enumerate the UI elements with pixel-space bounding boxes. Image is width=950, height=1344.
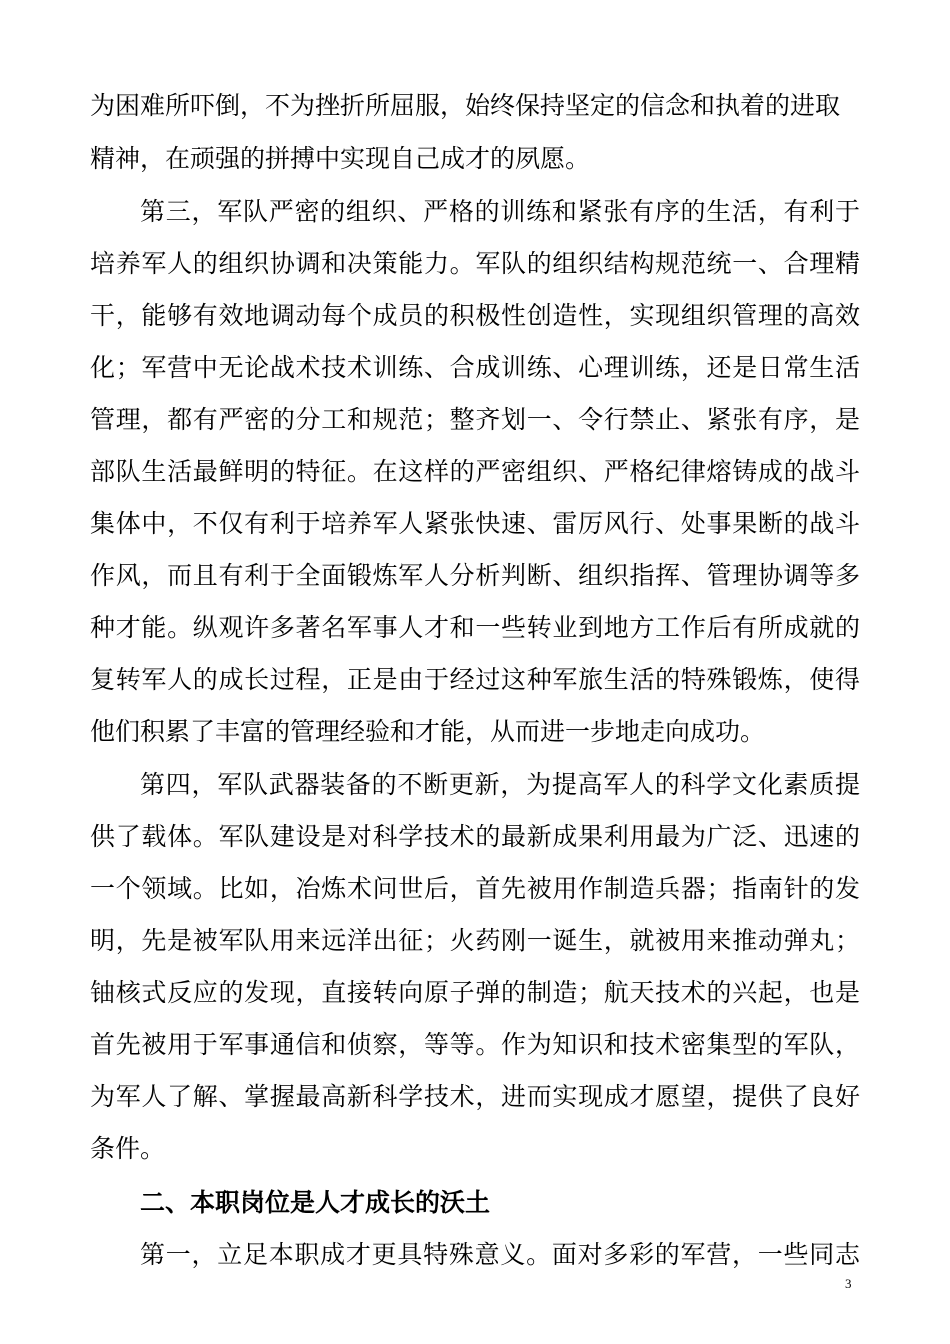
text-line: 明，先是被军队用来远洋出征；火药刚一诞生，就被用来推动弹丸； bbox=[90, 927, 860, 955]
text-line: 种才能。纵观许多著名军事人才和一些转业到地方工作后有所成就的 bbox=[90, 614, 860, 642]
text-line: 干，能够有效地调动每个成员的积极性创造性，实现组织管理的高效 bbox=[90, 302, 860, 330]
text-line: 供了载体。军队建设是对科学技术的最新成果利用最为广泛、迅速的 bbox=[90, 823, 860, 851]
text-line: 培养军人的组织协调和决策能力。军队的组织结构规范统一、合理精 bbox=[90, 250, 860, 278]
text-line: 为困难所吓倒，不为挫折所屈服，始终保持坚定的信念和执着的进取 bbox=[90, 92, 841, 120]
text-line: 条件。 bbox=[90, 1135, 166, 1163]
text-line: 铀核式反应的发现，直接转向原子弹的制造；航天技术的兴起，也是 bbox=[90, 979, 860, 1007]
text-line: 管理，都有严密的分工和规范；整齐划一、令行禁止、紧张有序，是 bbox=[90, 406, 860, 434]
section-heading: 二、本职岗位是人才成长的沃土 bbox=[140, 1189, 491, 1217]
paragraph-start-line: 第三，军队严密的组织、严格的训练和紧张有序的生活，有利于 bbox=[140, 198, 860, 226]
text-line: 化；军营中无论战术技术训练、合成训练、心理训练，还是日常生活 bbox=[90, 354, 860, 382]
text-line: 作风，而且有利于全面锻炼军人分析判断、组织指挥、管理协调等多 bbox=[90, 562, 860, 590]
page-number: 3 bbox=[845, 1276, 852, 1291]
text-line: 为军人了解、掌握最高新科学技术，进而实现成才愿望，提供了良好 bbox=[90, 1083, 860, 1111]
paragraph-start-line: 第一，立足本职成才更具特殊意义。面对多彩的军营，一些同志 bbox=[140, 1241, 860, 1269]
text-line: 集体中，不仅有利于培养军人紧张快速、雷厉风行、处事果断的战斗 bbox=[90, 510, 860, 538]
text-line: 精神，在顽强的拼搏中实现自己成才的夙愿。 bbox=[90, 145, 591, 173]
paragraph-start-line: 第四，军队武器装备的不断更新，为提高军人的科学文化素质提 bbox=[140, 771, 860, 799]
text-line: 复转军人的成长过程，正是由于经过这种军旅生活的特殊锻炼，使得 bbox=[90, 666, 860, 694]
text-line: 部队生活最鲜明的特征。在这样的严密组织、严格纪律熔铸成的战斗 bbox=[90, 458, 860, 486]
text-line: 首先被用于军事通信和侦察，等等。作为知识和技术密集型的军队， bbox=[90, 1031, 860, 1059]
text-line: 一个领域。比如，冶炼术问世后，首先被用作制造兵器；指南针的发 bbox=[90, 875, 860, 903]
text-line: 他们积累了丰富的管理经验和才能，从而进一步地走向成功。 bbox=[90, 718, 766, 746]
